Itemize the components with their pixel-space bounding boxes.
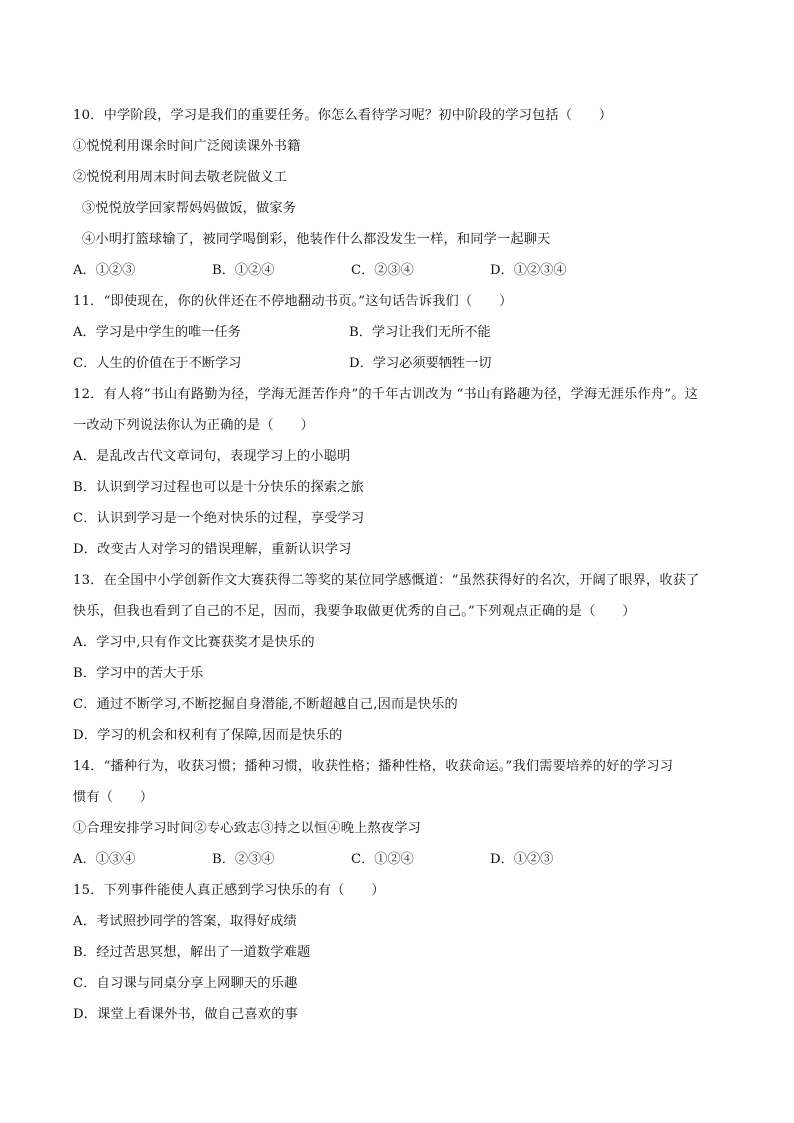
question-11-options-row-1 <box>73 317 723 348</box>
question-10-stem: 10．中学阶段，学习是我们的重要任务。你怎么看待学习呢？初中阶段的学习包括（ ） <box>73 108 613 123</box>
option-a[interactable]: A．学习中,只有作文比赛获奖才是快乐的 <box>73 635 315 650</box>
option-d[interactable]: D．学习必须要牺牲一切 <box>349 356 492 371</box>
question-10-item-1: ①悦悦利用课余时间广泛阅读课外书籍 <box>73 139 301 154</box>
question-11 <box>73 286 723 379</box>
option-a[interactable]: A．①③④ <box>73 852 136 867</box>
option-c[interactable]: C．人生的价值在于不断学习 <box>73 356 242 371</box>
question-14 <box>73 751 723 875</box>
option-d[interactable]: D．改变古人对学习的错误理解，重新认识学习 <box>73 542 352 557</box>
question-13 <box>73 565 723 751</box>
question-10 <box>73 100 723 286</box>
question-12-stem-line-2: 一改动下列说法你认为正确的是（ ） <box>73 418 314 433</box>
question-14-stem-line-1: 14．“播种行为，收获习惯；播种习惯，收获性格；播种性格，收获命运。”我们需要培养的好的学习习 <box>73 759 674 774</box>
option-b[interactable]: B．学习中的苦大于乐 <box>73 666 204 681</box>
option-a[interactable]: A．学习是中学生的唯一任务 <box>73 325 241 340</box>
option-d[interactable]: D．课堂上看课外书，做自己喜欢的事 <box>73 1007 298 1022</box>
question-11-stem: 11．“即使现在，你的伙伴还在不停地翻动书页。”这句话告诉我们（ ） <box>73 294 513 309</box>
option-b[interactable]: B．认识到学习过程也可以是十分快乐的探索之旅 <box>73 480 365 495</box>
question-11-options-row-2 <box>73 348 723 379</box>
question-12-stem-line-1: 12．有人将“书山有路勤为径，学海无涯苦作舟”的千年古训改为 “书山有路趣为径，学海无涯乐作舟”。这 <box>73 387 698 402</box>
question-14-options <box>73 844 723 875</box>
option-b[interactable]: B．学习让我们无所不能 <box>349 325 491 340</box>
option-d[interactable]: D．①②③④ <box>490 263 567 278</box>
option-c[interactable]: C．通过不断学习,不断挖掘自身潜能,不断超越自己,因而是快乐的 <box>73 697 458 712</box>
question-13-stem-line-2: 快乐，但我也看到了自己的不足，因而，我要争取做更优秀的自己。”下列观点正确的是（ ） <box>73 604 636 619</box>
option-b[interactable]: B．①②④ <box>212 263 275 278</box>
question-15 <box>73 875 723 1030</box>
option-c[interactable]: C．自习课与同桌分享上网聊天的乐趣 <box>73 976 298 991</box>
option-a[interactable]: A．是乱改古代文章词句，表现学习上的小聪明 <box>73 449 351 464</box>
option-d[interactable]: D．①②③ <box>490 852 554 867</box>
option-c[interactable]: C．①②④ <box>351 852 414 867</box>
question-15-stem: 15．下列事件能使人真正感到学习快乐的有（ ） <box>73 883 385 898</box>
option-a[interactable]: A．考试照抄同学的答案，取得好成绩 <box>73 914 297 929</box>
option-c[interactable]: C．认识到学习是一个绝对快乐的过程，享受学习 <box>73 511 365 526</box>
question-10-item-4: ④小明打篮球输了，被同学喝倒彩，他装作什么都没发生一样，和同学一起聊天 <box>82 232 551 247</box>
question-10-item-2: ②悦悦利用周末时间去敬老院做义工 <box>73 170 288 185</box>
question-10-options <box>73 255 723 286</box>
question-list <box>73 100 723 1030</box>
question-14-items: ①合理安排学习时间②专心致志③持之以恒④晚上熬夜学习 <box>73 821 422 836</box>
option-d[interactable]: D．学习的机会和权利有了保障,因而是快乐的 <box>73 728 343 743</box>
option-c[interactable]: C．②③④ <box>351 263 414 278</box>
question-14-stem-line-2: 惯有（ ） <box>73 790 154 805</box>
question-13-stem-line-1: 13．在全国中小学创新作文大赛获得二等奖的某位同学感慨道：“虽然获得好的名次，开阔了眼界，收获了 <box>73 573 700 588</box>
question-12 <box>73 379 723 565</box>
question-10-item-3: ③悦悦放学回家帮妈妈做饭，做家务 <box>82 201 297 216</box>
option-b[interactable]: B．经过苦思冥想，解出了一道数学难题 <box>73 945 311 960</box>
option-a[interactable]: A．①②③ <box>73 263 136 278</box>
option-b[interactable]: B．②③④ <box>212 852 275 867</box>
